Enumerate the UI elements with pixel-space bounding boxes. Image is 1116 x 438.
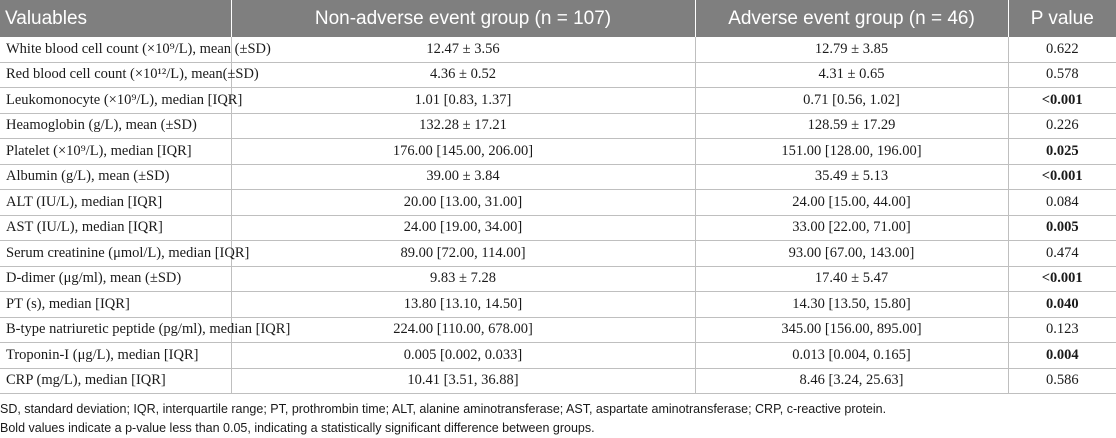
- cell-adverse-value: 151.00 [128.00, 196.00]: [695, 139, 1008, 165]
- cell-adverse-value: 17.40 ± 5.47: [695, 266, 1008, 292]
- cell-non-adverse-value: 12.47 ± 3.56: [231, 37, 695, 62]
- table-row: [0, 343, 1116, 369]
- footnote-bold-values: Bold values indicate a p-value less than 0.05, indicating a statistically significant difference between groups.: [0, 421, 595, 435]
- cell-non-adverse-value: 224.00 [110.00, 678.00]: [231, 317, 695, 343]
- cell-non-adverse-value: 10.41 [3.51, 36.88]: [231, 368, 695, 394]
- table-row: [0, 317, 1116, 343]
- cell-variable: Leukomonocyte (×10⁹/L), median [IQR]: [0, 88, 231, 114]
- footnote-abbreviations: SD, standard deviation; IQR, interquartile range; PT, prothrombin time; ALT, alanine aminotransferase; AST, aspartate aminotransferase; CRP, c-reactive protein.: [0, 402, 887, 416]
- cell-variable: PT (s), median [IQR]: [0, 292, 231, 318]
- cell-adverse-value: 24.00 [15.00, 44.00]: [695, 190, 1008, 216]
- cell-non-adverse-value: 132.28 ± 17.21: [231, 113, 695, 139]
- cell-variable: ALT (IU/L), median [IQR]: [0, 190, 231, 216]
- cell-variable: Red blood cell count (×10¹²/L), mean(±SD): [0, 62, 231, 88]
- cell-adverse-value: 93.00 [67.00, 143.00]: [695, 241, 1008, 267]
- header-non-adverse-group: Non-adverse event group (n = 107): [231, 0, 695, 37]
- cell-variable: B-type natriuretic peptide (pg/ml), median [IQR]: [0, 317, 231, 343]
- table-row: [0, 241, 1116, 267]
- cell-non-adverse-value: 176.00 [145.00, 206.00]: [231, 139, 695, 165]
- cell-adverse-value: 128.59 ± 17.29: [695, 113, 1008, 139]
- cell-non-adverse-value: 0.005 [0.002, 0.033]: [231, 343, 695, 369]
- cell-p-value: <0.001: [1008, 164, 1116, 190]
- cell-non-adverse-value: 39.00 ± 3.84: [231, 164, 695, 190]
- header-row: [0, 0, 1116, 37]
- cell-non-adverse-value: 1.01 [0.83, 1.37]: [231, 88, 695, 114]
- cell-non-adverse-value: 4.36 ± 0.52: [231, 62, 695, 88]
- cell-variable: White blood cell count (×10⁹/L), mean (±SD): [0, 37, 231, 62]
- cell-adverse-value: 14.30 [13.50, 15.80]: [695, 292, 1008, 318]
- cell-variable: Albumin (g/L), mean (±SD): [0, 164, 231, 190]
- cell-p-value: 0.226: [1008, 113, 1116, 139]
- cell-p-value: 0.474: [1008, 241, 1116, 267]
- table-row: [0, 292, 1116, 318]
- cell-non-adverse-value: 9.83 ± 7.28: [231, 266, 695, 292]
- table-row: [0, 37, 1116, 62]
- table-row: [0, 88, 1116, 114]
- header-variable: Valuables: [0, 0, 231, 37]
- cell-adverse-value: 0.013 [0.004, 0.165]: [695, 343, 1008, 369]
- header-p-value: P value: [1008, 0, 1116, 37]
- table-body: [0, 37, 1116, 394]
- cell-p-value: 0.123: [1008, 317, 1116, 343]
- cell-p-value: 0.004: [1008, 343, 1116, 369]
- cell-p-value: 0.622: [1008, 37, 1116, 62]
- footnotes: [0, 394, 1116, 438]
- cell-adverse-value: 33.00 [22.00, 71.00]: [695, 215, 1008, 241]
- cell-adverse-value: 12.79 ± 3.85: [695, 37, 1008, 62]
- table-header: [0, 0, 1116, 37]
- table-row: [0, 164, 1116, 190]
- header-adverse-group: Adverse event group (n = 46): [695, 0, 1008, 37]
- cell-variable: Serum creatinine (μmol/L), median [IQR]: [0, 241, 231, 267]
- cell-p-value: 0.084: [1008, 190, 1116, 216]
- cell-variable: CRP (mg/L), median [IQR]: [0, 368, 231, 394]
- cell-p-value: <0.001: [1008, 88, 1116, 114]
- cell-adverse-value: 0.71 [0.56, 1.02]: [695, 88, 1008, 114]
- cell-p-value: 0.586: [1008, 368, 1116, 394]
- table-row: [0, 215, 1116, 241]
- table-row: [0, 190, 1116, 216]
- cell-non-adverse-value: 24.00 [19.00, 34.00]: [231, 215, 695, 241]
- cell-variable: Troponin-I (μg/L), median [IQR]: [0, 343, 231, 369]
- cell-variable: Platelet (×10⁹/L), median [IQR]: [0, 139, 231, 165]
- cell-non-adverse-value: 20.00 [13.00, 31.00]: [231, 190, 695, 216]
- cell-p-value: 0.578: [1008, 62, 1116, 88]
- cell-p-value: <0.001: [1008, 266, 1116, 292]
- cell-variable: Heamoglobin (g/L), mean (±SD): [0, 113, 231, 139]
- table-row: [0, 62, 1116, 88]
- cell-non-adverse-value: 13.80 [13.10, 14.50]: [231, 292, 695, 318]
- cell-p-value: 0.040: [1008, 292, 1116, 318]
- cell-variable: D-dimer (μg/ml), mean (±SD): [0, 266, 231, 292]
- cell-adverse-value: 8.46 [3.24, 25.63]: [695, 368, 1008, 394]
- cell-p-value: 0.005: [1008, 215, 1116, 241]
- table-row: [0, 113, 1116, 139]
- table-row: [0, 266, 1116, 292]
- cell-adverse-value: 4.31 ± 0.65: [695, 62, 1008, 88]
- cell-adverse-value: 345.00 [156.00, 895.00]: [695, 317, 1008, 343]
- table-row: [0, 139, 1116, 165]
- cell-p-value: 0.025: [1008, 139, 1116, 165]
- cell-variable: AST (IU/L), median [IQR]: [0, 215, 231, 241]
- cell-non-adverse-value: 89.00 [72.00, 114.00]: [231, 241, 695, 267]
- cell-adverse-value: 35.49 ± 5.13: [695, 164, 1008, 190]
- table-row: [0, 368, 1116, 394]
